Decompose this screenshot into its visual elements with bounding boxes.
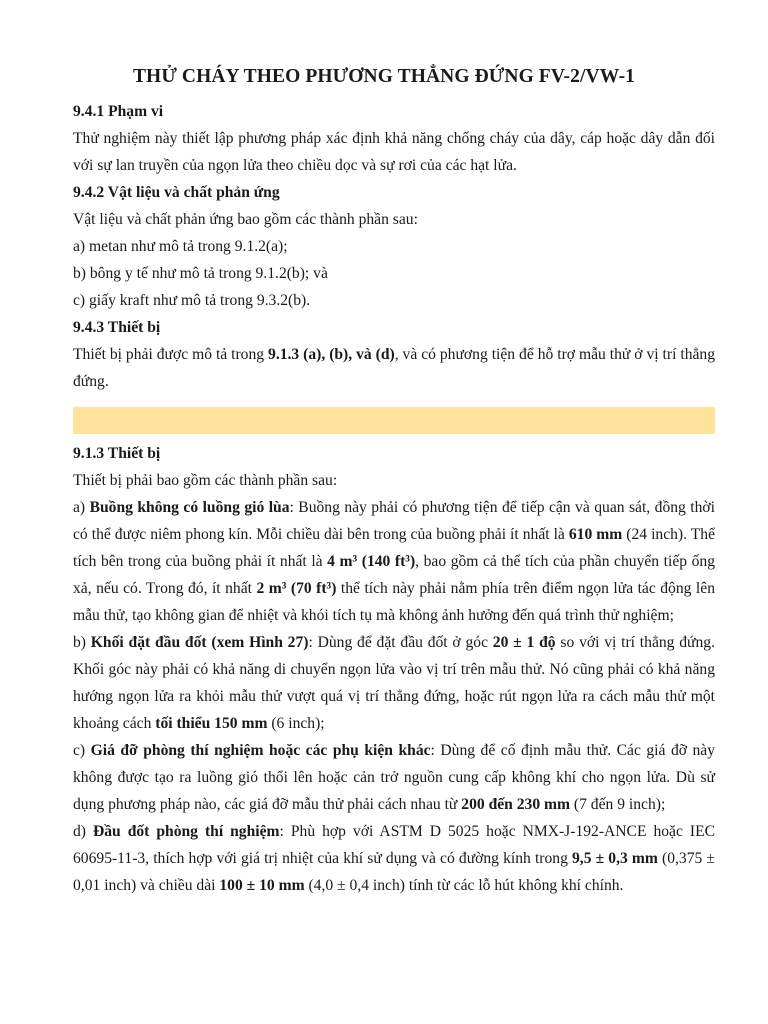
list-item-c: c) giấy kraft như mô tả trong 9.3.2(b). bbox=[73, 292, 311, 309]
text-run: , và có phương tiện để hỗ trợ mẫu thử ở vị trí thẳng đứng. bbox=[73, 346, 716, 390]
text-run: b) bbox=[73, 634, 91, 651]
heading-9-4-2: 9.4.2 Vật liệu và chất phản ứng bbox=[73, 184, 280, 201]
text-run: , bao gồm cả thể tích của phần chuyển tiếp ống xả, nếu có. Trong đó, ít nhất bbox=[73, 553, 715, 597]
bold-term: Giá đỡ phòng thí nghiệm hoặc các phụ kiện khác bbox=[90, 742, 431, 759]
paragraph-scope: Thử nghiệm này thiết lập phương pháp xác định khả năng chống cháy của dây, cáp hoặc dây dẫn đối với sự lan truyền của ngọn lửa theo chiều dọc và sự rơi của các hạt lửa. bbox=[73, 130, 715, 174]
bold-value: 4 m³ (140 ft³) bbox=[327, 553, 416, 570]
apparatus-item-c bbox=[73, 737, 715, 818]
apparatus-item-a bbox=[73, 494, 715, 629]
text-run: a) bbox=[73, 499, 90, 516]
text-run: (6 inch); bbox=[267, 715, 325, 732]
bold-value: 9,5 ± 0,3 mm bbox=[572, 850, 658, 867]
text-run: : Dùng để cố định mẫu thử. Các giá đỡ này không được tạo ra luồng gió thổi lên hoặc cản trở nguồn cung cấp không khí cho ngọn lửa. Dù sử dụng phương pháp nào, các giá đỡ mẫu thử phải cách nhau từ bbox=[73, 742, 716, 813]
page-title: THỬ CHÁY THEO PHƯƠNG THẲNG ĐỨNG FV-2/VW-1 bbox=[132, 66, 636, 87]
text-run: (4,0 ± 0,4 inch) tính từ các lỗ hút không khí chính. bbox=[304, 877, 624, 894]
heading-9-4-1: 9.4.1 Phạm vi bbox=[73, 103, 164, 120]
text-run: so với vị trí thẳng đứng. Khối góc này phải có khả năng di chuyển ngọn lửa vào vị trí trên mẫu thử. Nó cũng phải có khả năng hướng ngọn lửa ra khỏi mẫu thử vượt quá vị trí thẳng đứng, hoặc rút ngọn lửa ra cách mẫu thử một khoảng cách bbox=[73, 634, 715, 732]
list-item-b: b) bông y tế như mô tả trong 9.1.2(b); và bbox=[73, 265, 328, 282]
text-run: c) bbox=[73, 742, 91, 759]
paragraph-apparatus-ref bbox=[73, 341, 715, 395]
text-run: Thiết bị phải được mô tả trong bbox=[73, 346, 269, 363]
list-item-a: a) metan như mô tả trong 9.1.2(a); bbox=[73, 238, 288, 255]
apparatus-item-d bbox=[73, 818, 715, 899]
text-run: : Phù hợp với ASTM D 5025 hoặc NMX-J-192-ANCE hoặc IEC 60695-11-3, thích hợp với giá trị nhiệt của khí sử dụng và có đường kính trong bbox=[73, 823, 716, 867]
bold-value: 200 đến 230 mm bbox=[461, 796, 571, 813]
paragraph-apparatus-intro: Thiết bị phải bao gồm các thành phần sau: bbox=[73, 472, 338, 489]
document-body bbox=[73, 98, 715, 899]
text-run: : Buồng này phải có phương tiện để tiếp cận và quan sát, đồng thời có thể được niêm phong kín. Mỗi chiều dài bên trong của buồng phải ít nhất là bbox=[73, 499, 716, 543]
paragraph-materials-intro: Vật liệu và chất phản ứng bao gồm các thành phần sau: bbox=[73, 211, 418, 228]
bold-value: 100 ± 10 mm bbox=[219, 877, 305, 894]
text-run: (24 inch). Thể tích bên trong của buồng phải ít nhất là bbox=[73, 526, 715, 570]
bold-term: Buồng không có luồng gió lùa bbox=[89, 499, 290, 516]
bold-value: 2 m³ (70 ft³) bbox=[256, 580, 337, 597]
text-run: : Dùng để đặt đầu đốt ở góc bbox=[308, 634, 493, 651]
bold-ref: 9.1.3 (a), (b), và (d) bbox=[268, 346, 395, 363]
highlight-band bbox=[73, 407, 715, 434]
bold-value: 610 mm bbox=[568, 526, 623, 543]
heading-9-4-3: 9.4.3 Thiết bị bbox=[73, 319, 161, 336]
bold-value: 20 ± 1 độ bbox=[492, 634, 556, 651]
heading-9-1-3: 9.1.3 Thiết bị bbox=[73, 445, 161, 462]
text-run: (7 đến 9 inch); bbox=[570, 796, 666, 813]
text-run: (0,375 ± 0,01 inch) và chiều dài bbox=[73, 850, 715, 894]
bold-value: tối thiểu 150 mm bbox=[155, 715, 268, 732]
bold-term: Khối đặt đầu đốt (xem Hình 27) bbox=[90, 634, 309, 651]
apparatus-item-b bbox=[73, 629, 715, 737]
text-run: thể tích này phải nằm phía trên điểm ngọn lửa tác động lên mẫu thử, tạo không gian để nhiệt và khói tích tụ mà không ảnh hưởng đến quá trình thử nghiệm; bbox=[73, 580, 715, 624]
text-run: d) bbox=[73, 823, 93, 840]
bold-term: Đầu đốt phòng thí nghiệm bbox=[92, 823, 280, 840]
